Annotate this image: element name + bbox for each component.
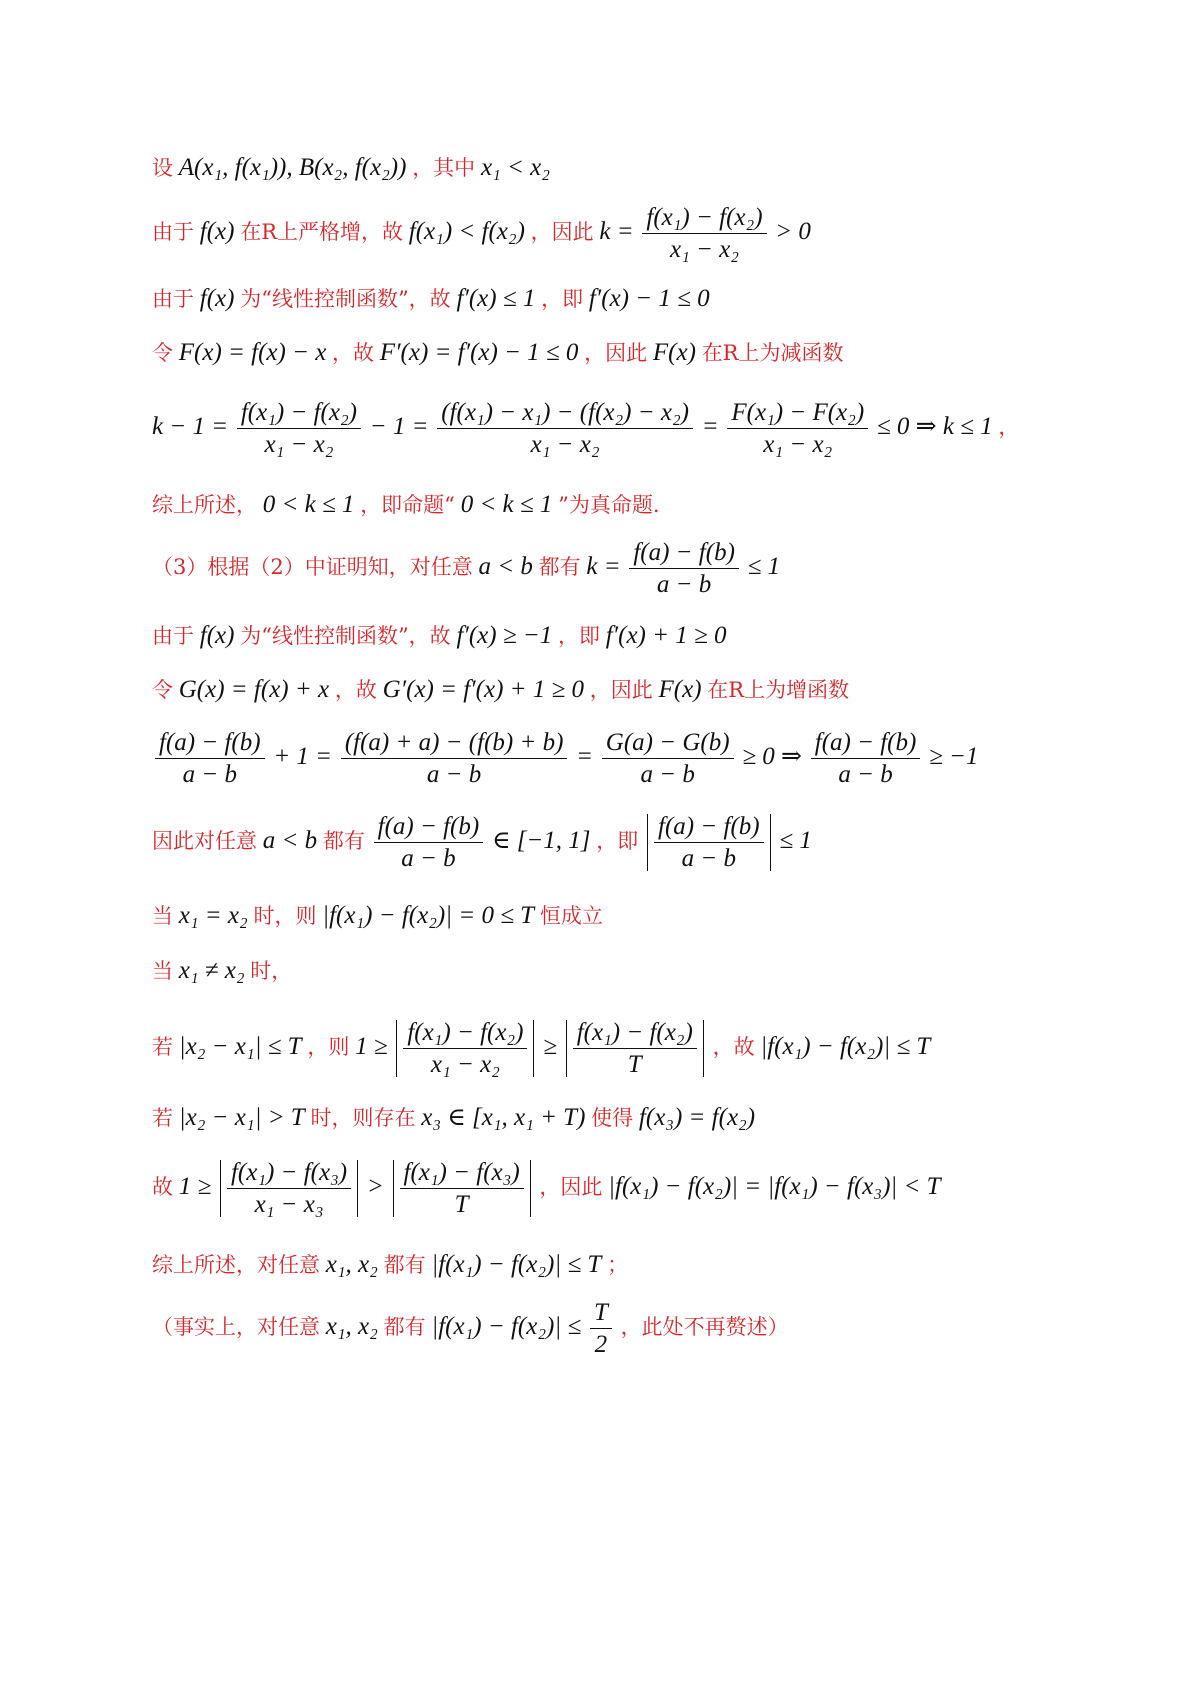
line-interval-bound — [152, 814, 812, 871]
formula: 0 < k ≤ 1 — [262, 491, 355, 518]
text: 令 — [152, 678, 173, 702]
text: ，因此 — [584, 341, 648, 365]
denominator: a − b — [426, 761, 482, 788]
formula: x₁ = x₂ — [178, 902, 248, 929]
denominator: T — [454, 1191, 469, 1218]
formula: f′(x) ≤ 1 — [456, 285, 536, 312]
numerator: (f(x₁) − x₁) − (f(x₂) − x₂) — [437, 400, 693, 429]
formula: f(x₃) = f(x₂) — [638, 1104, 756, 1131]
formula: k = — [586, 552, 621, 580]
text: 由于 — [152, 287, 194, 311]
formula: f′(x) − 1 ≤ 0 — [588, 285, 710, 312]
fraction — [237, 400, 361, 457]
line-case-not-equal — [152, 958, 292, 983]
formula: |f(x₁) − f(x₂)| = |f(x₁) − f(x₃)| < T — [608, 1172, 941, 1200]
text: ，其中 — [412, 156, 476, 180]
formula: F(x) — [658, 676, 702, 703]
fraction — [573, 1020, 697, 1077]
text: ，即 — [557, 624, 600, 648]
line-k-minus-one — [152, 400, 1019, 457]
denominator: x₁ − x₃ — [254, 1191, 324, 1218]
numerator: f(a) − f(b) — [374, 814, 484, 843]
text: 由于 — [152, 219, 194, 244]
text: 若 — [152, 1034, 173, 1059]
text: 恒成立 — [539, 904, 603, 928]
formula: ≤ 1 — [747, 552, 781, 580]
formula: − 1 = — [369, 412, 429, 440]
text: 因此对任意 — [152, 828, 257, 853]
fraction — [602, 730, 734, 787]
denominator: 2 — [594, 1331, 608, 1358]
formula: |f(x₁) − f(x₂)| ≤ — [431, 1312, 582, 1340]
formula: |f(x₁) − f(x₂)| = 0 ≤ T — [322, 902, 535, 929]
formula: x₁, x₂ — [325, 1312, 378, 1340]
fraction — [727, 400, 868, 457]
numerator: f(x₁) − f(x₃) — [227, 1160, 351, 1189]
line-case-equal — [152, 903, 603, 928]
text: ，即命题“ — [360, 493, 455, 517]
text: ，故 — [332, 341, 375, 365]
formula: ≤ 0 ⇒ k ≤ 1 — [876, 412, 993, 440]
numerator: G(a) − G(b) — [602, 730, 734, 759]
line-remark — [152, 1300, 789, 1357]
formula: f(x) — [199, 622, 235, 649]
line-derivative-lower — [152, 623, 726, 648]
text: ，因此 — [539, 1174, 603, 1199]
text: 当 — [152, 904, 173, 928]
text: ，即 — [541, 287, 584, 311]
formula: x₁, x₂ — [325, 1251, 378, 1278]
formula: |f(x₁) − f(x₂)| ≤ T — [760, 1032, 931, 1060]
text: 在R上严格增，故 — [240, 219, 404, 244]
denominator: a − b — [401, 845, 456, 872]
formula: 1 ≥ — [178, 1172, 212, 1200]
line-increasing-G — [152, 677, 849, 702]
line-subcase-beyond-T — [152, 1105, 755, 1130]
numerator: f(x₁) − f(x₂) — [403, 1020, 527, 1049]
formula: ≤ 1 — [779, 826, 812, 854]
text: ”为真命题. — [558, 493, 660, 517]
formula: F(x) = f(x) − x — [178, 339, 327, 366]
numerator: f(a) − f(b) — [629, 540, 739, 569]
text: 使得 — [591, 1106, 634, 1130]
text: 都有 — [383, 1314, 426, 1339]
formula: = — [576, 742, 594, 770]
numerator: T — [590, 1300, 612, 1329]
formula: ∈ [−1, 1] — [491, 826, 591, 854]
fraction — [811, 730, 921, 787]
text: ，则 — [307, 1034, 350, 1059]
formula: = — [701, 412, 719, 440]
formula: A(x₁, f(x₁)), B(x₂, f(x₂)) — [178, 154, 407, 181]
line-points-definition — [152, 155, 550, 180]
formula: x₁ < x₂ — [480, 154, 550, 181]
text: 令 — [152, 341, 173, 365]
text: （3）根据（2）中证明知，对任意 — [152, 554, 473, 579]
text: 为“线性控制函数”，故 — [240, 287, 451, 311]
formula: x₃ ∈ [x₁, x₁ + T) — [421, 1104, 586, 1131]
denominator: x₁ − x₂ — [430, 1051, 500, 1078]
numerator: f(a) − f(b) — [155, 730, 265, 759]
text: ， — [998, 414, 1020, 439]
line-conclusion-k — [152, 492, 660, 517]
fraction — [403, 1020, 527, 1077]
fraction — [400, 1160, 524, 1217]
absolute-value — [220, 1160, 358, 1217]
text: 时， — [250, 959, 293, 983]
formula: > — [366, 1172, 384, 1200]
formula: G(x) = f(x) + x — [178, 676, 330, 703]
text: 时，则存在 — [310, 1106, 416, 1130]
line-part3-start — [152, 540, 780, 597]
formula: G′(x) = f′(x) + 1 ≥ 0 — [382, 676, 584, 703]
text: 故 — [152, 1174, 173, 1199]
formula: f(x) — [199, 217, 235, 245]
line-subcase-estimate — [152, 1160, 941, 1217]
fraction — [437, 400, 693, 457]
formula: a < b — [262, 826, 318, 854]
formula: F(x) — [652, 339, 696, 366]
text: 为“线性控制函数”，故 — [240, 624, 451, 648]
numerator: f(x₁) − f(x₃) — [400, 1160, 524, 1189]
absolute-value — [647, 814, 771, 871]
fraction — [629, 540, 739, 597]
numerator: (f(a) + a) − (f(b) + b) — [341, 730, 568, 759]
numerator: f(a) − f(b) — [811, 730, 921, 759]
text: ，因此 — [530, 219, 594, 244]
text: ； — [607, 1253, 629, 1277]
text: 都有 — [383, 1253, 426, 1277]
formula: f′(x) ≥ −1 — [456, 622, 553, 649]
denominator: x₁ − x₂ — [264, 431, 334, 458]
formula: ≥ — [543, 1032, 557, 1060]
fraction — [590, 1300, 612, 1357]
formula: + 1 = — [273, 742, 333, 770]
numerator: f(x₁) − f(x₂) — [573, 1020, 697, 1049]
text: 在R上为增函数 — [707, 678, 850, 702]
fraction — [227, 1160, 351, 1217]
denominator: T — [627, 1051, 642, 1078]
formula: f(x₁) < f(x₂) — [408, 217, 525, 245]
formula: f(x) — [199, 285, 235, 312]
numerator: f(x₁) − f(x₂) — [237, 400, 361, 429]
numerator: f(a) − f(b) — [654, 814, 764, 843]
formula: k − 1 = — [152, 412, 229, 440]
formula: x₁ ≠ x₂ — [178, 957, 245, 984]
formula: 1 ≥ — [355, 1032, 388, 1060]
line-decreasing-F — [152, 340, 844, 365]
text: ，故 — [334, 678, 377, 702]
denominator: x₁ − x₂ — [669, 236, 739, 263]
text: 综上所述，对任意 — [152, 1253, 320, 1277]
denominator: x₁ − x₂ — [530, 431, 600, 458]
formula: ≥ 0 ⇒ — [742, 742, 802, 770]
denominator: a − b — [182, 761, 237, 788]
denominator: a − b — [656, 571, 712, 598]
fraction — [642, 205, 766, 262]
denominator: x₁ − x₂ — [763, 431, 833, 458]
fraction — [374, 814, 484, 871]
text: 综上所述， — [152, 493, 257, 517]
text: 时，则 — [253, 904, 317, 928]
formula: ≥ −1 — [929, 742, 979, 770]
fraction — [341, 730, 568, 787]
line-final-conclusion — [152, 1252, 628, 1277]
denominator: a − b — [681, 845, 736, 872]
text: ，故 — [712, 1034, 755, 1059]
fraction — [654, 814, 764, 871]
text: 设 — [152, 156, 173, 180]
denominator: a − b — [640, 761, 695, 788]
formula: 0 < k ≤ 1 — [460, 491, 553, 518]
text: （事实上，对任意 — [152, 1314, 320, 1339]
text: 当 — [152, 959, 173, 983]
formula: |f(x₁) − f(x₂)| ≤ T — [431, 1251, 602, 1278]
numerator: f(x₁) − f(x₂) — [642, 205, 766, 234]
absolute-value — [393, 1160, 531, 1217]
formula: a < b — [478, 552, 533, 580]
text: 在R上为减函数 — [701, 341, 844, 365]
absolute-value — [396, 1020, 534, 1077]
text: ，因此 — [589, 678, 653, 702]
text: 都有 — [322, 828, 365, 853]
numerator: F(x₁) − F(x₂) — [727, 400, 868, 429]
absolute-value — [566, 1020, 704, 1077]
line-lower-bound-derivation — [152, 730, 978, 787]
text: 都有 — [538, 554, 581, 579]
formula: F′(x) = f′(x) − 1 ≤ 0 — [379, 339, 579, 366]
denominator: a − b — [838, 761, 893, 788]
formula: |x₂ − x₁| > T — [178, 1104, 305, 1131]
text: 由于 — [152, 624, 194, 648]
line-slope-positive — [152, 205, 811, 262]
line-derivative-bound — [152, 286, 710, 311]
text: 若 — [152, 1106, 173, 1130]
text: ，即 — [596, 828, 639, 853]
formula: |x₂ − x₁| ≤ T — [178, 1032, 302, 1060]
text: ，此处不再赘述） — [620, 1314, 789, 1339]
formula: f′(x) + 1 ≥ 0 — [605, 622, 727, 649]
formula: > 0 — [775, 217, 811, 245]
fraction — [155, 730, 265, 787]
formula: k = — [599, 217, 634, 245]
line-subcase-within-T — [152, 1020, 930, 1077]
